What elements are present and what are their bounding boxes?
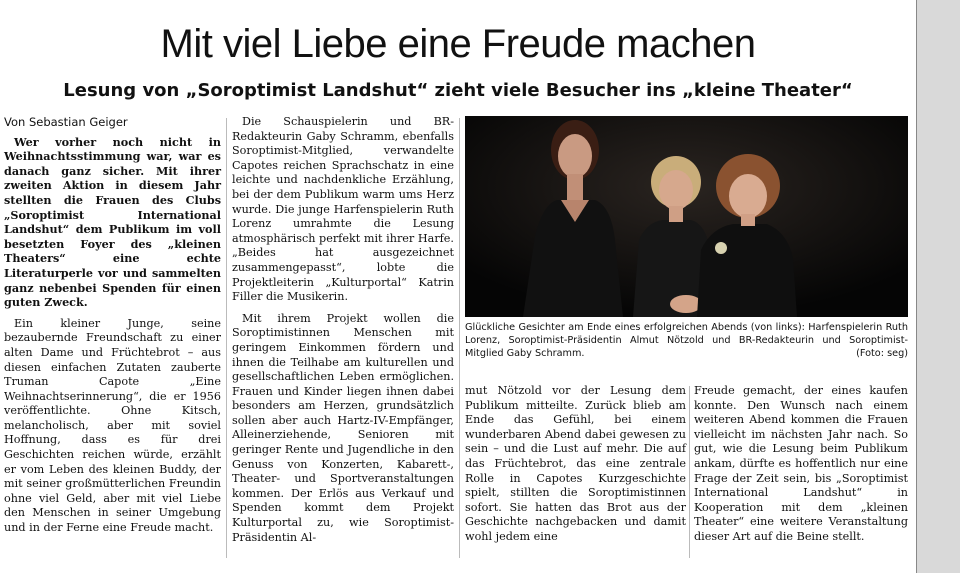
column-rule bbox=[459, 118, 460, 558]
article-photo bbox=[465, 116, 908, 317]
column-1 bbox=[4, 115, 221, 543]
body-paragraph: mut Nötzold vor der Lesung dem Publikum mitteilte. Zurück blieb am Ende das Gefühl, bei einem wunderbaren Abend dabei gewesen zu sein – und die Lust auf mehr. Die auf das Früchtebrot, das eine zentrale Rolle in Capotes Kurzgeschichte spielt, stillten die Soroptimistinnen sofort. Sie hatten das Brot aus der Geschichte nachgebacken und damit wohl jedem eine bbox=[465, 384, 686, 543]
photo-caption bbox=[465, 321, 908, 361]
headline: Mit viel Liebe eine Freude machen bbox=[160, 22, 756, 66]
column-2 bbox=[232, 115, 454, 552]
column-3 bbox=[465, 384, 686, 552]
viewer-side-panel bbox=[916, 0, 960, 573]
column-rule bbox=[689, 386, 690, 558]
panel-divider bbox=[916, 0, 917, 573]
caption-text: Glückliche Gesichter am Ende eines erfolgreichen Abends (von links): Harfenspielerin Ruth Lorenz, Soroptimist-Präsidentin Almut Nötzold und BR-Redakteurin und Soroptimist-Mitglied Gaby Schramm. bbox=[465, 322, 908, 360]
byline: Von Sebastian Geiger bbox=[4, 115, 128, 129]
column-rule bbox=[226, 118, 227, 558]
column-4 bbox=[694, 384, 908, 552]
body-paragraph: Mit ihrem Projekt wollen die Soroptimistinnen Menschen mit geringem Einkommen fördern und ihnen die Teilhabe am kulturellen und gesellschaftlichen Leben ermöglichen. Frauen und Kinder liegen ihnen dabei besonders am Herzen, grundsätzlich sollen aber auch Hartz-IV-Empfänger, Alleinerziehende, Senioren mit geringer Rente und Jugendliche in den Genuss von Konzerten, Kabarett-, Theater- und Sportveranstaltungen kommen. Der Erlös aus Verkauf und Spenden kommt dem Projekt Kulturportal zu, wie Soroptimist-Präsidentin Al- bbox=[232, 311, 454, 544]
lead-paragraph: Wer vorher noch nicht in Weihnachtsstimmung war, war es danach ganz sicher. Mit ihrer zweiten Aktion in diesem Jahr stellten die Frauen des Clubs „Soroptimist International Landshut“ dem Publikum im voll besetzten Foyer des „kleinen Theaters“ eine echte Literaturperle vor und sammelten ganz nebenbei Spenden für einen guten Zweck. bbox=[4, 134, 221, 310]
body-paragraph: Ein kleiner Junge, seine bezaubernde Freundschaft zu einer alten Dame und Früchtebrot – aus diesen einfachen Zutaten zauberte Truman Capote „Eine Weihnachtserinnerung“, die er 1956 veröffentlichte. Ohne Kitsch, melancholisch, aber mit soviel Hoffnung, dass es für drei Geschichten reichen würde, erzählt er vom Leben des kleinen Buddy, der mit seiner großmütterlichen Freundin ohne viel Geld, aber mit viel Liebe den Menschen in seiner Umgebung und in der Ferne eine Freude macht. bbox=[4, 316, 221, 535]
subheadline: Lesung von „Soroptimist Landshut“ zieht viele Besucher ins „kleine Theater“ bbox=[63, 80, 853, 101]
photo-credit: (Foto: seg) bbox=[856, 348, 908, 360]
body-paragraph: Die Schauspielerin und BR-Redakteurin Gaby Schramm, ebenfalls Soroptimist-Mitglied, verwandelte Capotes reichen Sprachschatz in eine leichte und nachdenkliche Erzählung, bei der dem Publikum warm ums Herz wurde. Die junge Harfenspielerin Ruth Lorenz umrahmte die Lesung atmosphärisch perfekt mit ihrer Harfe. „Beides hat ausgezeichnet zusammengepasst“, lobte die Projektleiterin „Kulturportal“ Katrin Filler die Musikerin. bbox=[232, 115, 454, 304]
photo-three-women bbox=[465, 116, 908, 317]
body-paragraph: Freude gemacht, der eines kaufen konnte. Den Wunsch nach einem weiteren Abend kommen die Frauen vielleicht im nächsten Jahr nach. So gut, wie die Lesung beim Publikum ankam, dürfte es hoffentlich nur eine Frage der Zeit sein, bis „Soroptimist International Landshut“ in Kooperation mit dem „kleinen Theater“ eine weitere Veranstaltung dieser Art auf die Beine stellt. bbox=[694, 384, 908, 543]
